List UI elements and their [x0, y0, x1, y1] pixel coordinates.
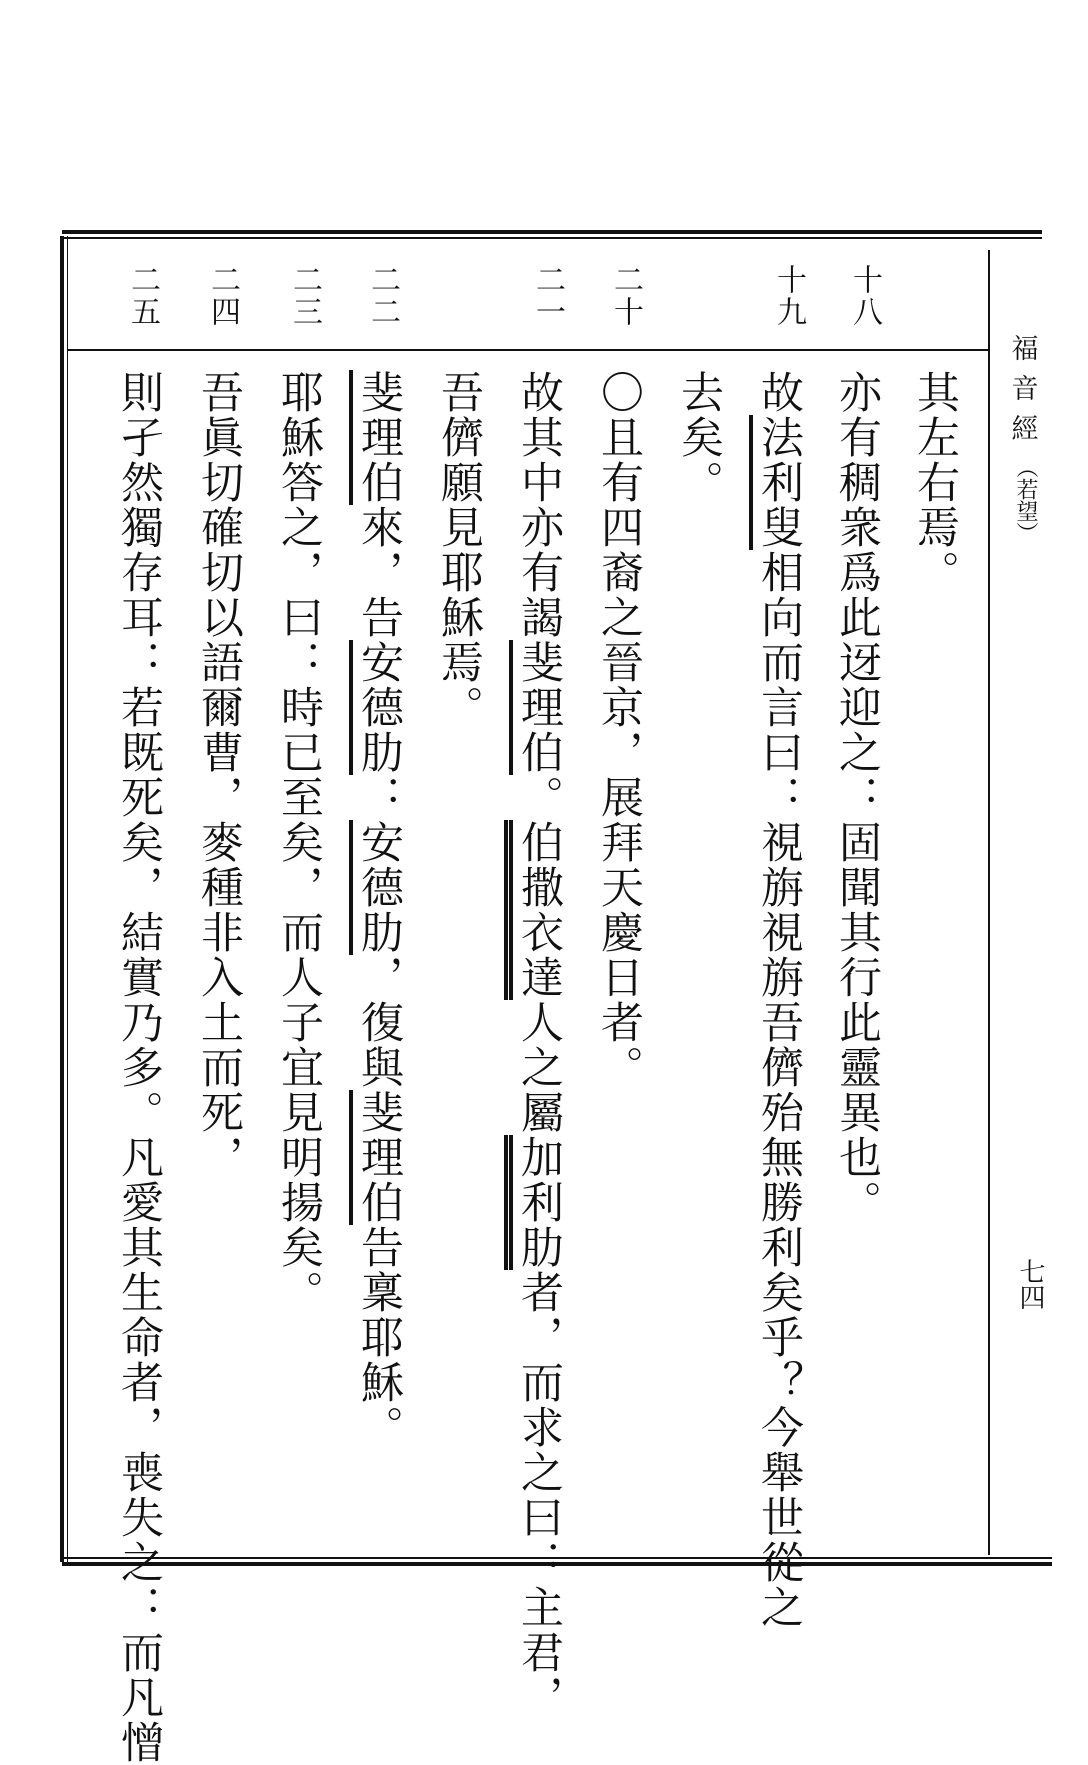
verse-number: 二三 — [287, 264, 322, 328]
proper-noun: 安德肋 — [354, 640, 404, 775]
text-column — [672, 370, 726, 1550]
text-segment: 人之屬 — [514, 1000, 564, 1135]
verse-number-divider — [68, 349, 988, 351]
text-segment: 故 — [754, 370, 804, 415]
text-segment: 故其中亦有謁 — [514, 370, 564, 640]
verse-number: 二五 — [125, 264, 160, 328]
text-segment: ： — [354, 775, 404, 820]
text-segment: 〇且有四裔之晉京，展拜天慶日者。 — [594, 370, 644, 1090]
proper-noun: 斐理伯 — [514, 640, 564, 775]
verse-number: 十九 — [771, 264, 806, 328]
proper-noun: 斐理伯 — [354, 1090, 404, 1225]
running-title — [1005, 330, 1045, 544]
text-segment: 去矣。 — [674, 370, 724, 505]
proper-noun: 斐理伯 — [354, 370, 404, 505]
page-number: 七四 — [1015, 1258, 1045, 1310]
frame-left-border — [60, 236, 68, 1562]
text-segment: 吾儕願見耶穌焉。 — [434, 370, 484, 730]
text-segment: 者，而求之曰：主君， — [514, 1270, 564, 1720]
place-name: 伯撒衣達 — [514, 820, 564, 1000]
verse-number: 十八 — [847, 264, 882, 328]
text-column — [592, 370, 646, 1550]
text-segment: 耶穌答之，曰：時已至矣，而人子宜見明揚矣。 — [274, 370, 324, 1315]
text-segment: 亦有稠衆爲此迓迎之：固聞其行此靈異也。 — [832, 370, 882, 1225]
text-column — [352, 370, 406, 1550]
book-name: （若望） — [1013, 456, 1038, 544]
text-column — [752, 370, 806, 1630]
text-column — [192, 370, 246, 1550]
verse-number: 二二 — [365, 264, 400, 328]
text-column — [112, 370, 166, 1765]
proper-noun: 法利叟 — [754, 415, 804, 550]
text-segment: 告稟耶穌。 — [354, 1225, 404, 1450]
verse-number: 二一 — [530, 264, 565, 328]
text-column — [830, 370, 884, 1550]
text-segment: 相向而言曰：視旃視旃吾儕殆無勝利矣乎？今舉世從之 — [754, 550, 804, 1630]
margin-divider — [988, 250, 990, 1555]
verse-number: 二十 — [608, 264, 643, 328]
verse-number: 二四 — [205, 264, 240, 328]
text-column — [512, 370, 566, 1720]
proper-noun: 安德肋 — [354, 820, 404, 955]
text-segment: 其左右焉。 — [910, 370, 960, 595]
text-segment: 。 — [514, 775, 564, 820]
text-column — [272, 370, 326, 1550]
text-column — [908, 370, 962, 1550]
title-char: 音 — [1011, 374, 1039, 405]
title-char: 經 — [1011, 414, 1039, 445]
place-name: 加利肋 — [514, 1135, 564, 1270]
frame-top-border — [62, 230, 1042, 239]
text-column — [432, 370, 486, 1550]
text-segment: 吾眞切確切以語爾曹，麥種非入土而死， — [194, 370, 244, 1180]
text-segment: 則孑然獨存耳：若既死矣，結實乃多。凡愛其生命者，喪失之：而凡憎 — [114, 370, 164, 1765]
title-char: 福 — [1011, 334, 1039, 365]
text-segment: ，復與 — [354, 955, 404, 1090]
text-segment: 來，告 — [354, 505, 404, 640]
